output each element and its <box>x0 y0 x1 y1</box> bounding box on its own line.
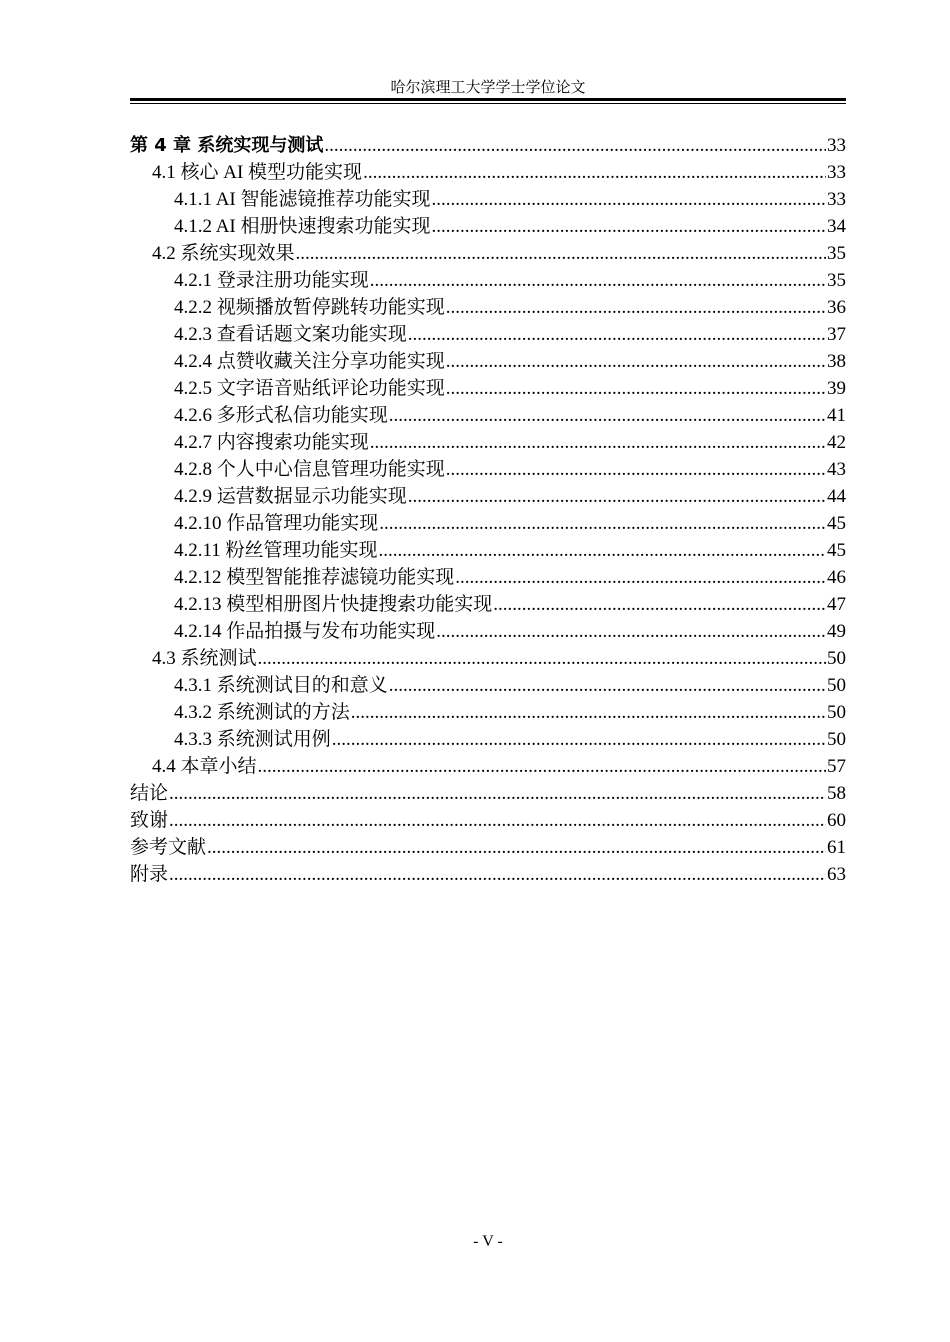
toc-entry-page: 45 <box>827 540 846 561</box>
toc-entry-page: 34 <box>827 216 846 237</box>
toc-entry-title: 4.2.4 点赞收藏关注分享功能实现 <box>174 351 445 372</box>
toc-entry-title: 4.2.10 作品管理功能实现 <box>174 513 379 534</box>
toc-entry-page: 44 <box>827 486 846 507</box>
toc-entry[interactable] <box>130 429 846 456</box>
toc-entry-title: 4.2 系统实现效果 <box>152 243 295 264</box>
toc-entry-title: 4.2.2 视频播放暂停跳转功能实现 <box>174 297 445 318</box>
toc-entry[interactable] <box>130 807 846 834</box>
toc-dot-leader <box>455 564 826 591</box>
page-header-title: 哈尔滨理工大学学士学位论文 <box>390 80 586 96</box>
toc-entry[interactable] <box>130 267 846 294</box>
toc-entry-title: 结论 <box>130 783 169 804</box>
toc-entry[interactable] <box>130 159 846 186</box>
toc-entry[interactable] <box>130 456 846 483</box>
toc-entry-page: 39 <box>827 378 846 399</box>
toc-entry-page: 35 <box>827 270 846 291</box>
toc-entry-title: 第 4 章 系统实现与测试 <box>130 135 324 156</box>
toc-entry[interactable] <box>130 618 846 645</box>
toc-dot-leader <box>332 726 826 753</box>
toc-entry[interactable] <box>130 564 846 591</box>
toc-entry[interactable] <box>130 510 846 537</box>
toc-entry[interactable] <box>130 186 846 213</box>
toc-entry[interactable] <box>130 240 846 267</box>
toc-dot-leader <box>370 429 826 456</box>
toc-entry-page: 42 <box>827 432 846 453</box>
toc-entry-page: 46 <box>827 567 846 588</box>
toc-dot-leader <box>408 483 826 510</box>
toc-entry-page: 37 <box>827 324 846 345</box>
toc-entry[interactable] <box>130 375 846 402</box>
toc-entry[interactable] <box>130 348 846 375</box>
toc-entry-title: 4.2.8 个人中心信息管理功能实现 <box>174 459 445 480</box>
toc-dot-leader <box>389 672 826 699</box>
toc-entry-page: 50 <box>827 702 846 723</box>
toc-entry-title: 4.2.13 模型相册图片快捷搜索功能实现 <box>174 594 493 615</box>
toc-entry-title: 附录 <box>130 864 169 885</box>
toc-entry-title: 4.2.14 作品拍摄与发布功能实现 <box>174 621 436 642</box>
toc-entry-title: 4.1.2 AI 相册快速搜索功能实现 <box>174 216 431 237</box>
toc-dot-leader <box>169 861 826 888</box>
table-of-contents <box>130 132 846 888</box>
toc-dot-leader <box>258 645 826 672</box>
toc-entry-title: 4.2.12 模型智能推荐滤镜功能实现 <box>174 567 455 588</box>
toc-entry[interactable] <box>130 780 846 807</box>
toc-entry[interactable] <box>130 726 846 753</box>
toc-entry[interactable] <box>130 294 846 321</box>
toc-entry[interactable] <box>130 132 846 159</box>
toc-dot-leader <box>370 267 826 294</box>
toc-entry-page: 47 <box>827 594 846 615</box>
toc-entry-title: 4.2.11 粉丝管理功能实现 <box>174 540 378 561</box>
toc-dot-leader <box>432 186 826 213</box>
toc-entry[interactable] <box>130 591 846 618</box>
toc-entry-title: 4.4 本章小结 <box>152 756 257 777</box>
toc-entry-page: 33 <box>827 189 846 210</box>
toc-dot-leader <box>379 537 826 564</box>
toc-entry-title: 4.2.5 文字语音贴纸评论功能实现 <box>174 378 445 399</box>
toc-dot-leader <box>296 240 826 267</box>
toc-entry-title: 4.2.7 内容搜索功能实现 <box>174 432 369 453</box>
page-number: - V - <box>473 1233 503 1250</box>
header-rule-thick <box>130 98 846 101</box>
toc-dot-leader <box>436 618 826 645</box>
toc-entry[interactable] <box>130 753 846 780</box>
header-rule-thin <box>130 103 846 104</box>
toc-entry-title: 4.2.3 查看话题文案功能实现 <box>174 324 407 345</box>
toc-entry[interactable] <box>130 402 846 429</box>
toc-entry-title: 4.3.1 系统测试目的和意义 <box>174 675 388 696</box>
toc-dot-leader <box>389 402 826 429</box>
toc-dot-leader <box>169 780 826 807</box>
toc-dot-leader <box>207 834 826 861</box>
toc-dot-leader <box>446 375 826 402</box>
toc-dot-leader <box>351 699 826 726</box>
toc-entry-title: 4.3.2 系统测试的方法 <box>174 702 350 723</box>
toc-entry[interactable] <box>130 213 846 240</box>
toc-entry-title: 4.1 核心 AI 模型功能实现 <box>152 162 363 183</box>
toc-entry-page: 60 <box>827 810 846 831</box>
toc-entry-page: 50 <box>827 729 846 750</box>
toc-dot-leader <box>258 753 826 780</box>
toc-dot-leader <box>363 159 826 186</box>
toc-entry[interactable] <box>130 483 846 510</box>
toc-entry[interactable] <box>130 699 846 726</box>
toc-entry-page: 45 <box>827 513 846 534</box>
toc-entry-page: 63 <box>827 864 846 885</box>
toc-dot-leader <box>493 591 826 618</box>
toc-entry[interactable] <box>130 321 846 348</box>
toc-entry-page: 35 <box>827 243 846 264</box>
toc-entry[interactable] <box>130 537 846 564</box>
toc-entry-page: 49 <box>827 621 846 642</box>
toc-entry[interactable] <box>130 834 846 861</box>
toc-entry-title: 4.2.1 登录注册功能实现 <box>174 270 369 291</box>
toc-entry[interactable] <box>130 672 846 699</box>
toc-dot-leader <box>379 510 826 537</box>
toc-dot-leader <box>446 348 826 375</box>
toc-entry-page: 33 <box>827 162 846 183</box>
toc-dot-leader <box>169 807 826 834</box>
toc-entry-page: 33 <box>827 135 846 156</box>
toc-dot-leader <box>432 213 826 240</box>
toc-entry-title: 参考文献 <box>130 837 207 858</box>
toc-entry-page: 38 <box>827 351 846 372</box>
toc-entry-title: 致谢 <box>130 810 169 831</box>
toc-entry-page: 41 <box>827 405 846 426</box>
toc-entry[interactable] <box>130 645 846 672</box>
toc-entry-title: 4.2.9 运营数据显示功能实现 <box>174 486 407 507</box>
toc-entry-page: 58 <box>827 783 846 804</box>
toc-entry-page: 50 <box>827 675 846 696</box>
toc-dot-leader <box>446 456 826 483</box>
toc-entry-page: 36 <box>827 297 846 318</box>
toc-entry-page: 61 <box>827 837 846 858</box>
toc-entry-title: 4.3 系统测试 <box>152 648 257 669</box>
toc-dot-leader <box>446 294 826 321</box>
toc-dot-leader <box>408 321 826 348</box>
toc-entry-page: 57 <box>827 756 846 777</box>
toc-entry-title: 4.1.1 AI 智能滤镜推荐功能实现 <box>174 189 431 210</box>
toc-entry-title: 4.3.3 系统测试用例 <box>174 729 331 750</box>
toc-dot-leader <box>324 132 826 159</box>
toc-entry-page: 43 <box>827 459 846 480</box>
toc-entry-title: 4.2.6 多形式私信功能实现 <box>174 405 388 426</box>
toc-entry-page: 50 <box>827 648 846 669</box>
toc-entry[interactable] <box>130 861 846 888</box>
